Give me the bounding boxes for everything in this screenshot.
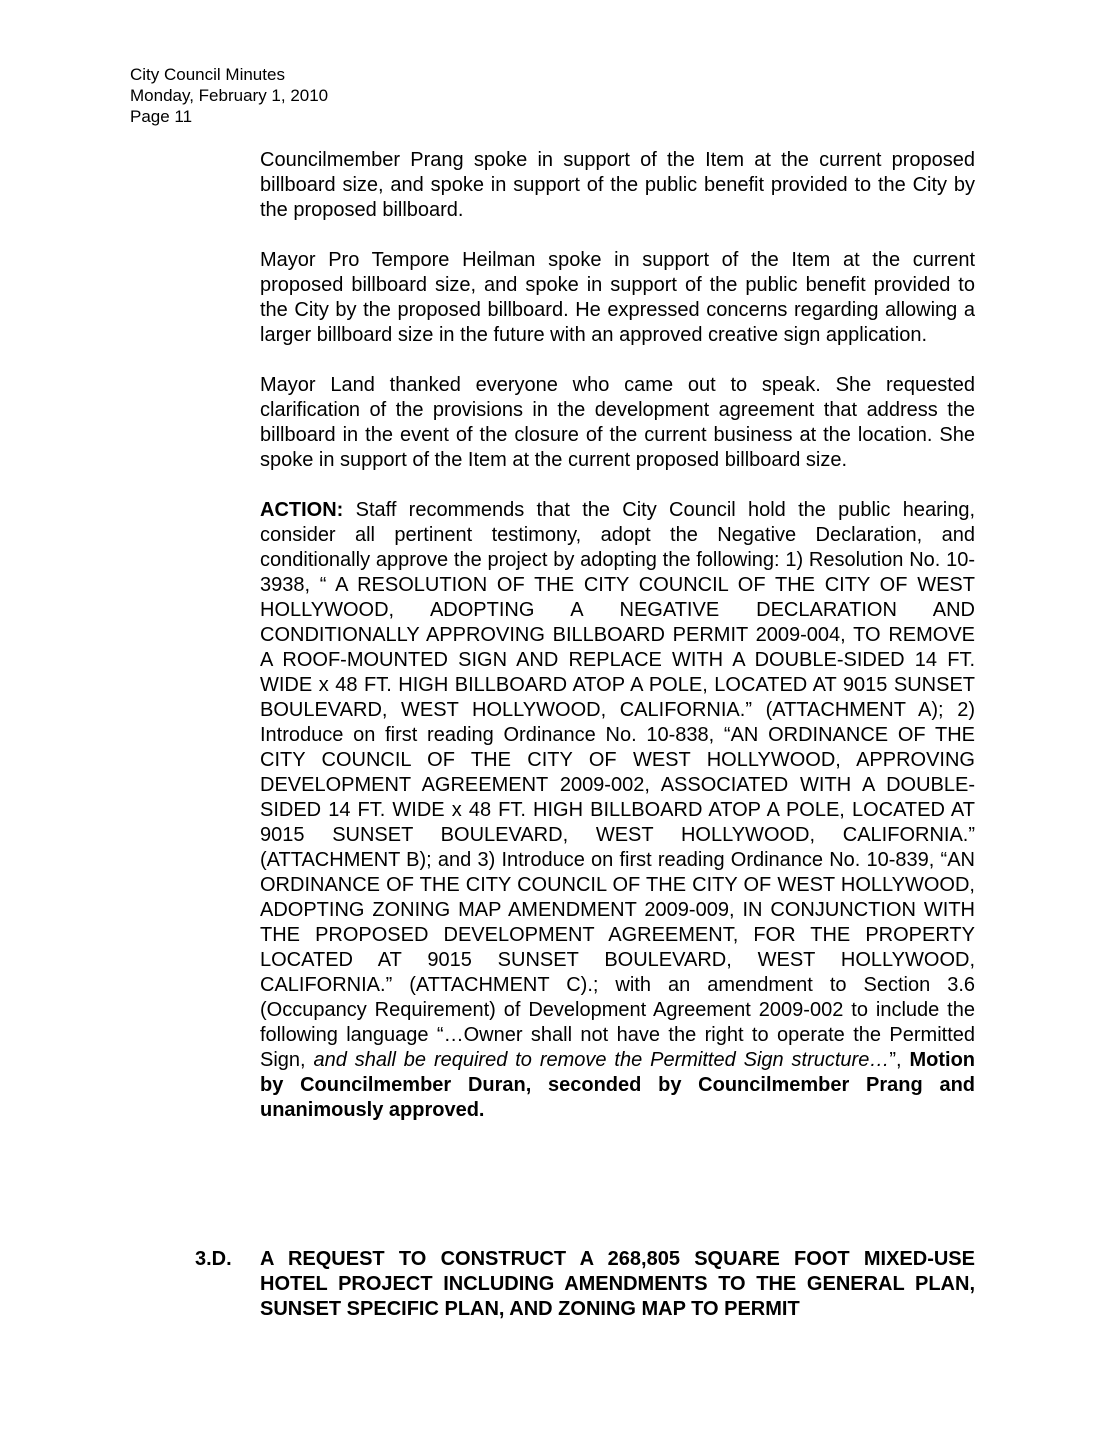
paragraph-heilman: Mayor Pro Tempore Heilman spoke in support of the Item at the current proposed billboard size, and spoke in support of the public benefit provided to the City by the proposed billboard. He expressed concerns regarding allowing a larger billboard size in the future with an approved creative sign application. bbox=[260, 249, 975, 346]
agenda-item-3d bbox=[195, 1247, 975, 1322]
action-text: Staff recommends that the City Council hold the public hearing, consider all pertinent testimony, adopt the Negative Declaration, and conditionally approve the project by adopting the following: 1) Resolution No. 10-3938, “ A RESOLUTION OF THE CITY COUNCIL OF THE CITY OF WEST HOLLYWOOD, ADOPTING A NEGATIVE DECLARATION AND CONDITIONALLY APPROVING BILLBOARD PERMIT 2009-004, TO REMOVE A ROOF-MOUNTED SIGN AND REPLACE WITH A DOUBLE-SIDED 14 FT. WIDE x 48 FT. HIGH BILLBOARD ATOP A POLE, LOCATED AT 9015 SUNSET BOULEVARD, WEST HOLLYWOOD, CALIFORNIA.” (ATTACHMENT A); 2) Introduce on first reading Ordinance No. 10-838, “AN ORDINANCE OF THE CITY COUNCIL OF THE CITY OF WEST HOLLYWOOD, APPROVING DEVELOPMENT AGREEMENT 2009-002, ASSOCIATED WITH A DOUBLE-SIDED 14 FT. WIDE x 48 FT. HIGH BILLBOARD ATOP A POLE, LOCATED AT 9015 SUNSET BOULEVARD, WEST HOLLYWOOD, CALIFORNIA.” (ATTACHMENT B); and 3) Introduce on first reading Ordinance No. 10-839, “AN ORDINANCE OF THE CITY COUNCIL OF THE CITY OF WEST HOLLYWOOD, ADOPTING ZONING MAP AMENDMENT 2009-009, IN CONJUNCTION WITH THE PROPOSED DEVELOPMENT AGREEMENT, FOR THE PROPERTY LOCATED AT 9015 SUNSET BOULEVARD, WEST HOLLYWOOD, CALIFORNIA.” (ATTACHMENT C).; with an amendment to Section 3.6 (Occupancy Requirement) of Development Agreement 2009-002 to include the following language “…Owner shall not have the right to operate the Permitted Sign, bbox=[260, 499, 975, 1071]
paragraph-land: Mayor Land thanked everyone who came out to speak. She requested clarification of the provisions in the development agreement that address the billboard in the event of the closure of the current business at the location. She spoke in support of the Item at the current proposed billboard size. bbox=[260, 374, 975, 471]
item-number: 3.D. bbox=[195, 1248, 232, 1270]
page-header bbox=[130, 64, 328, 127]
motion-text: Motion by Councilmember Duran, seconded by Councilmember Prang and unanimously approved. bbox=[260, 1049, 975, 1121]
action-after-italic: ”, bbox=[889, 1049, 910, 1071]
action-label: ACTION: bbox=[260, 499, 344, 521]
action-paragraph bbox=[260, 498, 975, 1123]
document-title: City Council Minutes bbox=[130, 65, 285, 84]
minutes-body bbox=[260, 148, 975, 1148]
item-title: A REQUEST TO CONSTRUCT A 268,805 SQUARE FOOT MIXED-USE HOTEL PROJECT INCLUDING AMENDMENTS TO THE GENERAL PLAN, SUNSET SPECIFIC PLAN, AND ZONING MAP TO PERMIT bbox=[260, 1248, 975, 1320]
page-number: Page 11 bbox=[130, 107, 193, 126]
action-italic-text: and shall be required to remove the Permitted Sign structure… bbox=[313, 1049, 890, 1071]
paragraph-prang: Councilmember Prang spoke in support of the Item at the current proposed billboard size, and spoke in support of the public benefit provided to the City by the proposed billboard. bbox=[260, 149, 975, 221]
meeting-date: Monday, February 1, 2010 bbox=[130, 86, 329, 105]
